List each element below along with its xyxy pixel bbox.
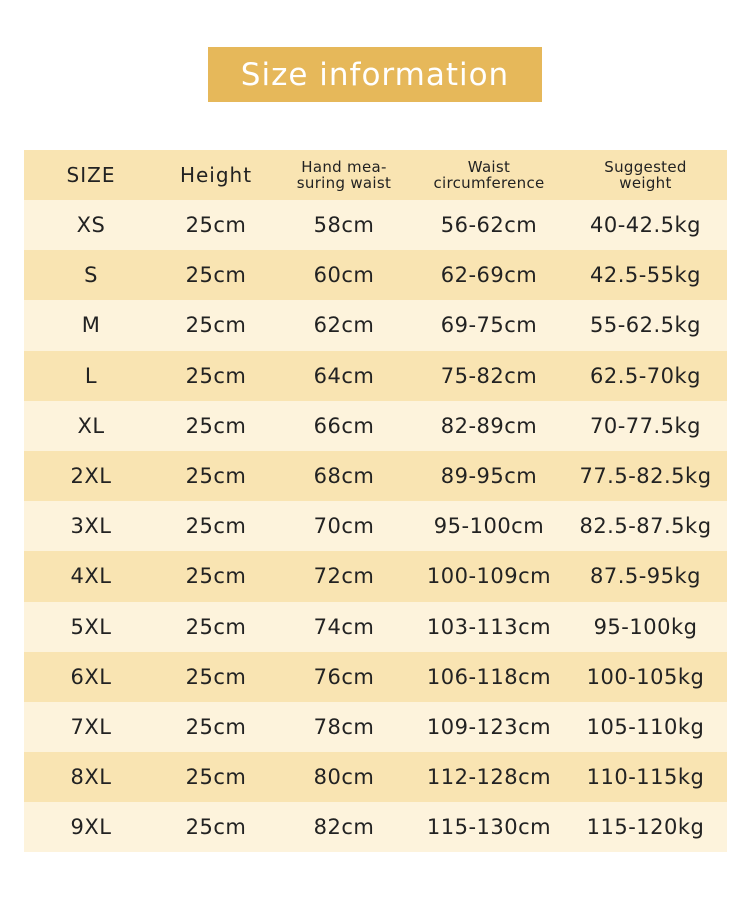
cell-hand-measuring-waist: 66cm bbox=[313, 413, 375, 438]
page-title: Size information bbox=[240, 56, 510, 93]
cell-suggested-weight: 42.5-55kg bbox=[589, 263, 702, 288]
cell-size: S bbox=[84, 263, 98, 288]
cell-height: 25cm bbox=[185, 614, 247, 639]
cell-size: L bbox=[84, 363, 98, 388]
cell-waist-circumference: 115-130cm bbox=[426, 815, 552, 840]
table-body bbox=[24, 200, 727, 852]
cell-waist-circumference: 75-82cm bbox=[440, 363, 538, 388]
cell-hand-measuring-waist: 68cm bbox=[313, 464, 375, 489]
cell-height: 25cm bbox=[185, 514, 247, 539]
header-size: SIZE bbox=[66, 163, 116, 187]
cell-hand-measuring-waist: 62cm bbox=[313, 313, 375, 338]
table-row bbox=[24, 752, 727, 802]
cell-size: 9XL bbox=[70, 815, 112, 840]
cell-height: 25cm bbox=[185, 363, 247, 388]
cell-waist-circumference: 100-109cm bbox=[426, 564, 552, 589]
cell-hand-measuring-waist: 64cm bbox=[313, 363, 375, 388]
cell-height: 25cm bbox=[185, 815, 247, 840]
cell-waist-circumference: 89-95cm bbox=[440, 464, 538, 489]
cell-suggested-weight: 115-120kg bbox=[586, 815, 705, 840]
cell-suggested-weight: 95-100kg bbox=[593, 614, 698, 639]
header-height: Height bbox=[179, 163, 253, 187]
cell-height: 25cm bbox=[185, 564, 247, 589]
cell-height: 25cm bbox=[185, 714, 247, 739]
cell-size: 2XL bbox=[70, 464, 112, 489]
cell-size: 4XL bbox=[70, 564, 112, 589]
table-row bbox=[24, 551, 727, 601]
cell-size: XS bbox=[76, 213, 106, 238]
cell-waist-circumference: 69-75cm bbox=[440, 313, 538, 338]
table-row bbox=[24, 501, 727, 551]
cell-hand-measuring-waist: 58cm bbox=[313, 213, 375, 238]
cell-suggested-weight: 82.5-87.5kg bbox=[579, 514, 712, 539]
header-suggested-weight: Suggested weight bbox=[604, 158, 687, 192]
cell-size: 7XL bbox=[70, 714, 112, 739]
table-header-row bbox=[24, 150, 727, 200]
cell-waist-circumference: 109-123cm bbox=[426, 714, 552, 739]
cell-size: 6XL bbox=[70, 664, 112, 689]
cell-size: 5XL bbox=[70, 614, 112, 639]
cell-height: 25cm bbox=[185, 313, 247, 338]
title-banner bbox=[208, 47, 542, 102]
table-row bbox=[24, 401, 727, 451]
cell-hand-measuring-waist: 74cm bbox=[313, 614, 375, 639]
cell-waist-circumference: 82-89cm bbox=[440, 413, 538, 438]
cell-height: 25cm bbox=[185, 664, 247, 689]
cell-waist-circumference: 106-118cm bbox=[426, 664, 552, 689]
cell-hand-measuring-waist: 78cm bbox=[313, 714, 375, 739]
cell-hand-measuring-waist: 60cm bbox=[313, 263, 375, 288]
cell-size: M bbox=[81, 313, 101, 338]
cell-hand-measuring-waist: 82cm bbox=[313, 815, 375, 840]
size-table bbox=[24, 150, 727, 852]
table-row bbox=[24, 451, 727, 501]
table-row bbox=[24, 652, 727, 702]
cell-height: 25cm bbox=[185, 413, 247, 438]
table-row bbox=[24, 351, 727, 401]
table-row bbox=[24, 300, 727, 350]
table-row bbox=[24, 200, 727, 250]
cell-height: 25cm bbox=[185, 263, 247, 288]
cell-height: 25cm bbox=[185, 464, 247, 489]
cell-waist-circumference: 56-62cm bbox=[440, 213, 538, 238]
cell-suggested-weight: 62.5-70kg bbox=[589, 363, 702, 388]
cell-suggested-weight: 100-105kg bbox=[586, 664, 705, 689]
cell-size: 3XL bbox=[70, 514, 112, 539]
cell-suggested-weight: 87.5-95kg bbox=[589, 564, 702, 589]
cell-hand-measuring-waist: 76cm bbox=[313, 664, 375, 689]
table-row bbox=[24, 250, 727, 300]
cell-suggested-weight: 70-77.5kg bbox=[589, 413, 702, 438]
cell-waist-circumference: 62-69cm bbox=[440, 263, 538, 288]
table-row bbox=[24, 602, 727, 652]
cell-waist-circumference: 112-128cm bbox=[426, 765, 552, 790]
table-row bbox=[24, 802, 727, 852]
table-row bbox=[24, 702, 727, 752]
cell-waist-circumference: 95-100cm bbox=[433, 514, 545, 539]
cell-waist-circumference: 103-113cm bbox=[426, 614, 552, 639]
cell-size: XL bbox=[77, 413, 105, 438]
cell-height: 25cm bbox=[185, 213, 247, 238]
cell-hand-measuring-waist: 72cm bbox=[313, 564, 375, 589]
cell-suggested-weight: 110-115kg bbox=[586, 765, 705, 790]
cell-size: 8XL bbox=[70, 765, 112, 790]
cell-suggested-weight: 55-62.5kg bbox=[589, 313, 702, 338]
cell-suggested-weight: 105-110kg bbox=[586, 714, 705, 739]
cell-hand-measuring-waist: 70cm bbox=[313, 514, 375, 539]
cell-hand-measuring-waist: 80cm bbox=[313, 765, 375, 790]
cell-height: 25cm bbox=[185, 765, 247, 790]
cell-suggested-weight: 77.5-82.5kg bbox=[579, 464, 712, 489]
cell-suggested-weight: 40-42.5kg bbox=[589, 213, 702, 238]
header-waist-circumference: Waist circumference bbox=[433, 158, 545, 192]
header-hand-measuring-waist: Hand mea- suring waist bbox=[296, 158, 392, 192]
